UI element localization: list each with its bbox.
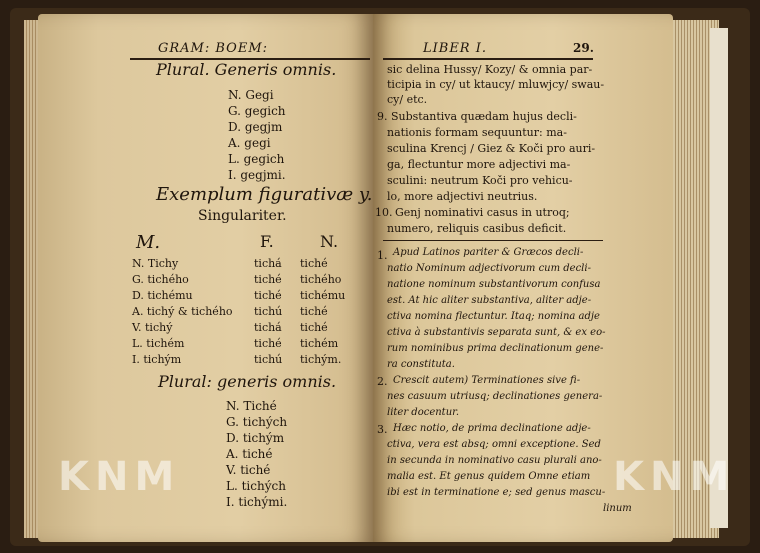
main-text-line: sic delina Hussy/ Kozy/ & omnia par-	[387, 63, 593, 76]
singular-neut: tichém	[300, 337, 339, 350]
note-line: in secunda in nominativo casu plurali ano-	[387, 455, 602, 466]
singular-fem: tiché	[254, 273, 282, 286]
singular-masc: G. tichého	[132, 273, 189, 286]
open-book	[10, 8, 750, 546]
singular-fem: tichá	[254, 257, 282, 270]
main-text-line: nationis formam sequuntur: ma-	[387, 126, 567, 139]
singular-neut: tichého	[300, 273, 342, 286]
singular-masc: A. tichý & tichého	[132, 305, 233, 318]
note-line: ibi est in terminatione e; sed genus mascu-	[387, 487, 606, 498]
note-marker: 2.	[377, 375, 388, 388]
example-heading: Exemplum figurativæ y.	[156, 184, 373, 205]
footnote-rule	[383, 240, 603, 241]
header-rule	[383, 58, 593, 60]
note-line: liter docentur.	[387, 407, 459, 418]
main-text-line: Substantiva quædam hujus decli-	[391, 110, 577, 123]
page-number: 29.	[573, 41, 594, 55]
plural2-form: A. tiché	[226, 447, 273, 461]
note-line: ctiva, vera est absq; omni exceptione. Sed	[387, 439, 601, 450]
singular-fem: tichú	[254, 353, 283, 366]
note-line: ctiva nomina flectuntur. Itaq; nomina adje	[387, 311, 600, 322]
main-text-line: sculina Krencj / Giez & Koči pro auri-	[387, 142, 596, 155]
note-line: Hæc notio, de prima declinatione adje-	[393, 423, 591, 434]
singular-fem: tichá	[254, 321, 282, 334]
singular-neut: tichému	[300, 289, 346, 302]
main-text-line: numero, reliquis casibus deficit.	[387, 222, 567, 235]
plural2-form: I. tichými.	[226, 495, 288, 509]
plural2-form: G. tichých	[226, 415, 288, 429]
main-text-line: ticipia in cy/ ut ktaucy/ mluwjcy/ swau-	[387, 78, 605, 91]
plural2-form: N. Tiché	[226, 399, 277, 413]
singular-masc: I. tichým	[132, 353, 182, 366]
note-line: Apud Latinos pariter & Græcos decli-	[393, 247, 584, 258]
main-text-line: ga, flectuntur more adjectivi ma-	[387, 158, 571, 171]
left-running-header: GRAM: BOEM:	[158, 41, 269, 56]
singular-fem: tiché	[254, 289, 282, 302]
note-line: Crescit autem) Terminationes sive fi-	[393, 375, 581, 386]
main-text-line: cy/ etc.	[387, 93, 428, 106]
note-line: natione nominum substantivorum confusa	[387, 279, 601, 290]
singular-masc: L. tichém	[132, 337, 185, 350]
singular-heading: Singulariter.	[198, 208, 287, 224]
main-text-line: lo, more adjectivi neutrius.	[387, 190, 538, 203]
plural-form: A. gegi	[228, 136, 271, 150]
main-marker: 10.	[375, 206, 393, 219]
singular-fem: tiché	[254, 337, 282, 350]
watermark-right: KNM	[613, 454, 736, 500]
main-text-line: sculini: neutrum Koči pro vehicu-	[387, 174, 573, 187]
main-marker: 9.	[377, 110, 388, 123]
main-text-line: Genj nominativi casus in utroq;	[395, 206, 570, 219]
singular-neut: tiché	[300, 321, 328, 334]
gender-neuter: N.	[320, 232, 339, 251]
plural-form: L. gegich	[228, 152, 285, 166]
plural2-form: V. tiché	[226, 463, 271, 477]
plural2-form: L. tichých	[226, 479, 286, 493]
singular-fem: tichú	[254, 305, 283, 318]
note-line: rum nominibus prima declinationum gene-	[387, 343, 604, 354]
gender-masculine: M.	[136, 232, 161, 253]
singular-masc: D. tichému	[132, 289, 193, 302]
gender-feminine: F.	[260, 232, 274, 251]
note-line: ra constituta.	[387, 359, 455, 370]
plural-form: D. gegjm	[228, 120, 283, 134]
right-running-header: LIBER I.	[423, 41, 487, 56]
plural-form: I. gegjmi.	[228, 168, 286, 182]
note-line: ctiva à substantivis separata sunt, & ex eo-	[387, 327, 606, 338]
watermark-left: KNM	[58, 454, 181, 500]
plural-form: N. Gegi	[228, 88, 274, 102]
singular-masc: N. Tichy	[132, 257, 179, 270]
note-line: natio Nominum adjectivorum cum decli-	[387, 263, 591, 274]
note-line: linum	[603, 503, 632, 514]
left-page	[38, 14, 373, 542]
singular-neut: tichým.	[300, 353, 342, 366]
plural-heading: Plural. Generis omnis.	[156, 60, 337, 79]
plural2-form: D. tichým	[226, 431, 285, 445]
plural-form: G. gegich	[228, 104, 286, 118]
plural2-heading: Plural: generis omnis.	[158, 372, 337, 391]
flyleaf	[710, 28, 728, 528]
note-line: est. At hic aliter substantiva, aliter adje-	[387, 295, 592, 306]
note-marker: 3.	[377, 423, 388, 436]
note-line: malia est. Et genus quidem Omne etiam	[387, 471, 591, 482]
note-line: nes casuum utriusq; declinationes genera-	[387, 391, 603, 402]
singular-neut: tiché	[300, 305, 328, 318]
singular-masc: V. tichý	[132, 321, 173, 334]
note-marker: 1.	[377, 249, 388, 262]
singular-neut: tiché	[300, 257, 328, 270]
right-page	[373, 14, 736, 542]
